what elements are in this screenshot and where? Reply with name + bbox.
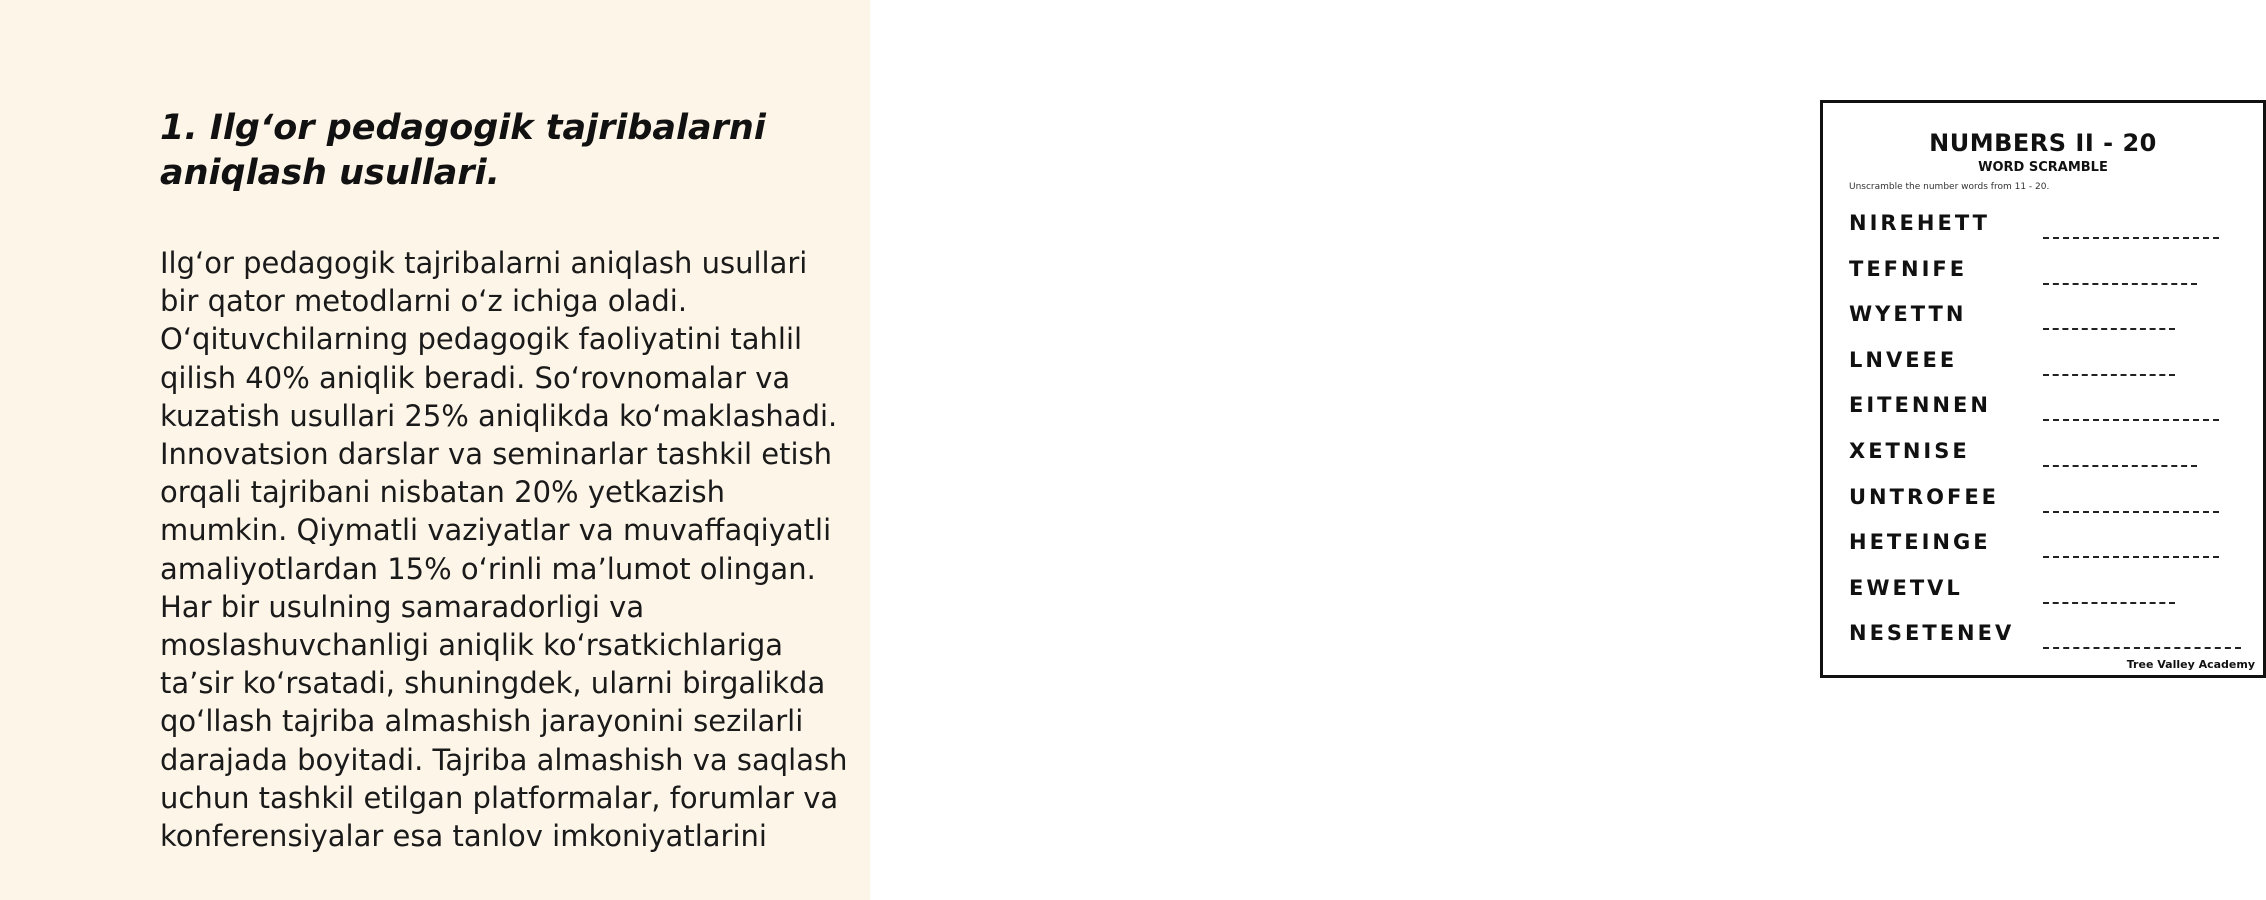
answer-blank — [2043, 511, 2219, 513]
answer-blank — [2043, 374, 2175, 376]
worksheet-row — [1849, 435, 2243, 475]
worksheet-instructions: Unscramble the number words from 11 - 20. — [1849, 182, 2050, 192]
worksheet-row — [1849, 253, 2243, 293]
scrambled-word: NIREHETT — [1849, 211, 1990, 235]
answer-blank — [2043, 328, 2175, 330]
slide-title: 1. Ilg‘or pedagogik tajribalarni aniqlash usullari. — [160, 108, 766, 193]
answer-blank — [2043, 237, 2219, 239]
scrambled-word: EITENNEN — [1849, 393, 1991, 418]
answer-blank — [2043, 647, 2241, 649]
worksheet-row — [1849, 298, 2243, 338]
worksheet-row — [1849, 481, 2243, 521]
image-panel — [870, 0, 2255, 900]
worksheet-subtitle: WORD SCRAMBLE — [1978, 160, 2108, 175]
worksheet-footer: Tree Valley Academy — [2126, 658, 2255, 671]
scrambled-word: HETEINGE — [1849, 530, 1991, 555]
answer-blank — [2043, 602, 2175, 604]
scrambled-word: LNVEEE — [1849, 347, 1958, 372]
worksheet-title: NUMBERS II - 20 — [1929, 129, 2157, 157]
worksheet-row — [1849, 207, 2243, 247]
scrambled-word: TEFNIFE — [1849, 256, 1968, 281]
text-panel — [0, 0, 870, 900]
scrambled-word: UNTROFEE — [1849, 484, 2000, 509]
scrambled-word: NESETENEV — [1849, 621, 2015, 646]
scrambled-word: XETNISE — [1849, 439, 1970, 463]
worksheet-row — [1849, 617, 2243, 657]
answer-blank — [2043, 419, 2219, 421]
worksheet-row — [1849, 344, 2243, 384]
scrambled-word: EWETVL — [1849, 575, 1963, 600]
answer-blank — [2043, 283, 2197, 285]
worksheet-row — [1849, 389, 2243, 429]
word-scramble-worksheet-image — [1820, 100, 2266, 678]
scrambled-word: WYETTN — [1849, 302, 1967, 327]
answer-blank — [2043, 556, 2219, 558]
worksheet-row — [1849, 526, 2243, 566]
worksheet-row — [1849, 572, 2243, 612]
slide-body-text: Ilg‘or pedagogik tajribalarni aniqlash usullari bir qator metodlarni o‘z ichiga oladi. O‘qituvchilarning pedagogik faoliyatini tahlil qilish 40% aniqlik beradi. So‘rovnomalar va kuzatish usullari 25% aniqlikda ko‘maklashadi. Innovatsion darslar va seminarlar tashkil etish orqali tajribani nisbatan 20% yetkazish mumkin. Qiymatli vaziyatlar va muvaffaqiyatli amaliyotlardan 15% o‘rinli ma’lumot olingan. Har bir usulning samaradorligi va moslashuvchanligi aniqlik ko‘rsatkichlariga ta’sir ko‘rsatadi, shuningdek, ularni birgalikda qo‘llash tajriba almashish jarayonini sezilarli darajada boyitadi. Tajriba almashish va saqlash uchun tashkil etilgan platformalar, forumlar va konferensiyalar esa tanlov imkoniyatlarini — [160, 246, 848, 854]
answer-blank — [2043, 465, 2197, 467]
